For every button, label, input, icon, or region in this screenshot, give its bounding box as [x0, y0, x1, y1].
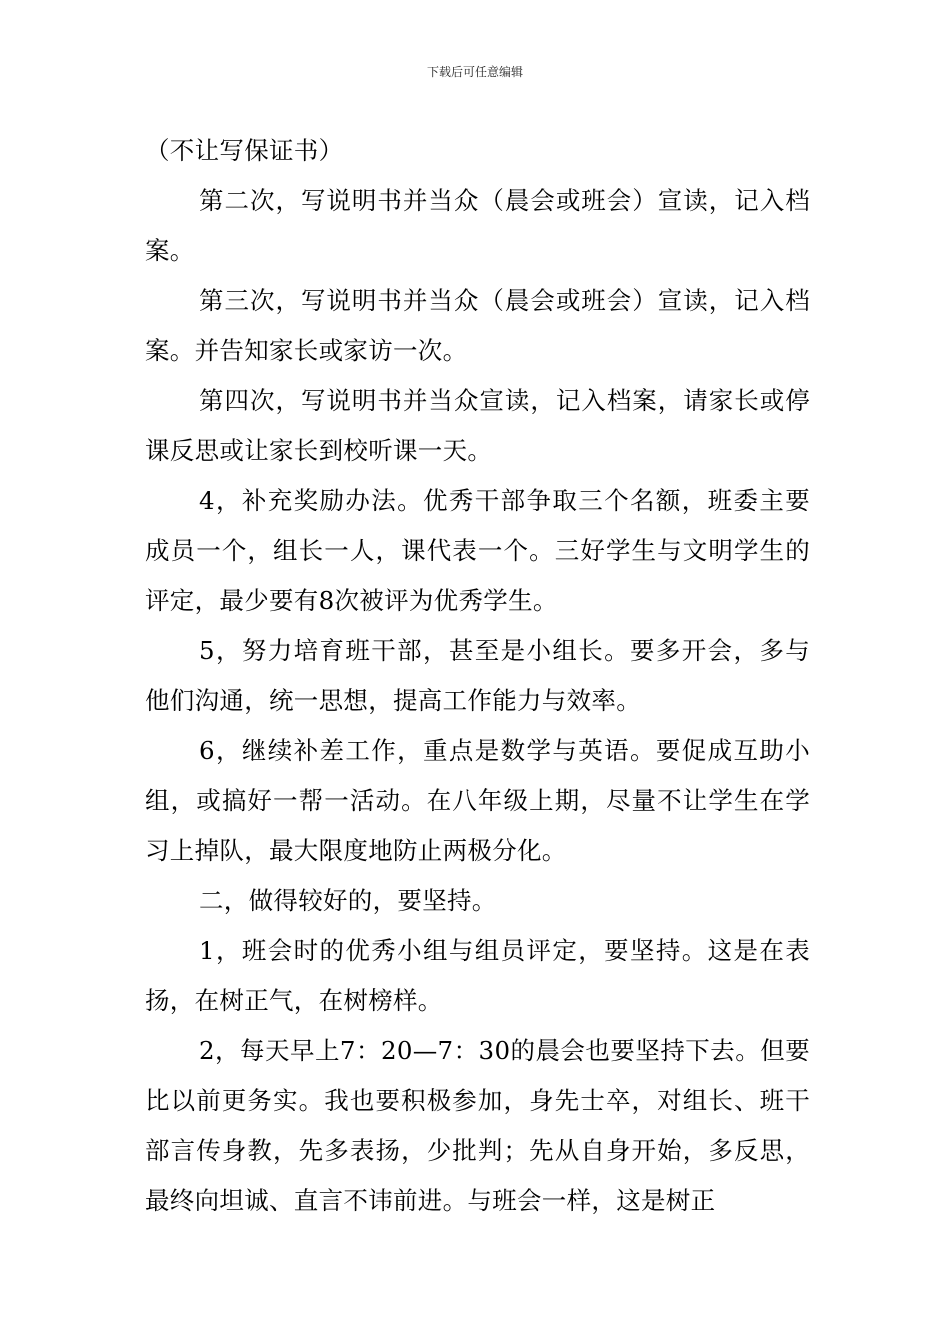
paragraph-1: （不让写保证书）	[145, 136, 344, 165]
document-body	[145, 126, 810, 1226]
paragraph-5: 4，补充奖励办法。优秀干部争取三个名额，班委主要成员一个，组长一人，课代表一个。三好学生与文明学生的评定，最少要有8次被评为优秀学生。	[145, 486, 810, 615]
paragraph-3: 第三次，写说明书并当众（晨会或班会）宣读，记入档案。并告知家长或家访一次。	[145, 286, 810, 365]
paragraph-10: 2，每天早上7：20—7：30的晨会也要坚持下去。但要比以前更务实。我也要积极参加，身先士卒，对组长、班干部言传身教，先多表扬，少批判；先从自身开始，多反思，最终向坦诚、直言不讳前进。与班会一样，这是树正	[145, 1036, 810, 1215]
paragraph-7: 6，继续补差工作，重点是数学与英语。要促成互助小组，或搞好一帮一活动。在八年级上期，尽量不让学生在学习上掉队，最大限度地防止两极分化。	[145, 736, 810, 865]
paragraph-2: 第二次，写说明书并当众（晨会或班会）宣读，记入档案。	[145, 186, 810, 265]
paragraph-4: 第四次，写说明书并当众宣读，记入档案，请家长或停课反思或让家长到校听课一天。	[145, 386, 810, 465]
page-header: 下载后可任意编辑	[426, 65, 523, 79]
paragraph-8: 二，做得较好的，要坚持。	[199, 886, 497, 915]
paragraph-9: 1，班会时的优秀小组与组员评定，要坚持。这是在表扬，在树正气，在树榜样。	[145, 936, 810, 1015]
paragraph-6: 5，努力培育班干部，甚至是小组长。要多开会，多与他们沟通，统一思想，提高工作能力与效率。	[145, 636, 810, 715]
